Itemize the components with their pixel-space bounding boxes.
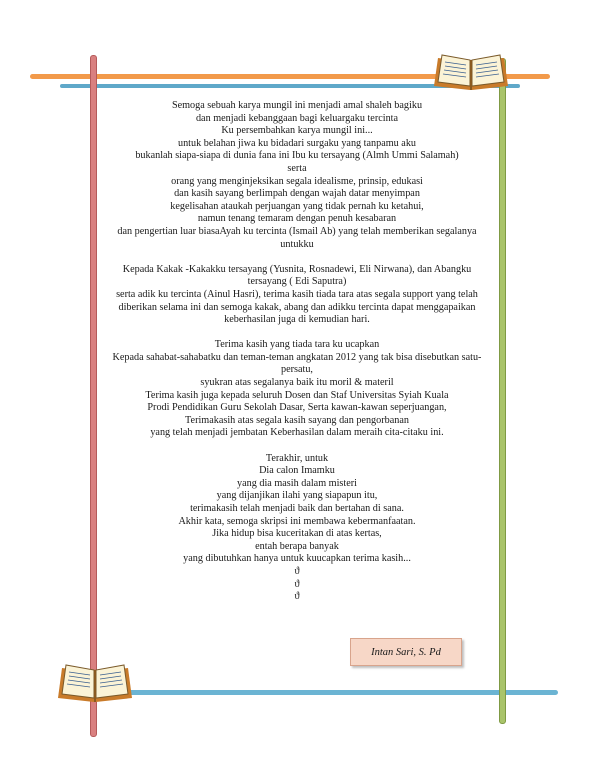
text-line: Akhir kata, semoga skripsi ini membawa kebermanfaatan.: [178, 515, 416, 527]
text-line: Kepada Kakak -Kakakku tersayang (Yusnita, Rosnadewi, Eli Nirwana), dan Abangku: [122, 263, 472, 275]
open-book-icon: [54, 660, 136, 706]
ornament-glyph: ϑ: [294, 591, 300, 603]
text-line: terimakasih telah menjadi baik dan bertahan di sana.: [190, 503, 404, 514]
paragraph-dedication-friends: [98, 339, 496, 440]
text-line: keberhasilan juga di kemudian hari.: [224, 314, 370, 326]
ornament-glyph: ϑ: [294, 565, 300, 577]
text-line: bukanlah siapa-siapa di dunia fana ini Ibu ku tersayang (Almh Ummi Salamah): [135, 150, 459, 162]
bottom-blue-rule: [128, 690, 558, 695]
left-red-pillar: [90, 55, 97, 737]
paragraph-dedication-closing: [98, 453, 496, 604]
text-line: Terima kasih yang tiada tara ku ucapkan: [214, 339, 380, 351]
text-line: yang telah menjadi jembatan Keberhasilan dalam meraih cita-citaku ini.: [150, 427, 444, 439]
text-line: Semoga sebuah karya mungil ini menjadi amal shaleh bagiku: [171, 100, 423, 111]
text-line: Terakhir, untuk: [265, 452, 329, 464]
text-line: tersayang ( Edi Saputra): [247, 276, 347, 288]
text-line: dan pengertian luar biasaAyah ku tercinta (Ismail Ab) yang telah memberikan segalanya: [117, 225, 477, 237]
text-line: yang dia masih dalam misteri: [237, 477, 357, 489]
text-line: untuk belahan jiwa ku bidadari surgaku yang tanpamu aku: [177, 137, 417, 149]
text-line: Ku persembahkan karya mungil ini...: [221, 125, 373, 137]
text-line: persatu,: [281, 364, 313, 376]
paragraph-dedication-parents: [98, 100, 496, 251]
signature-box: [350, 638, 462, 666]
text-line: Kepada sahabat-sahabatku dan teman-teman angkatan 2012 yang tak bisa disebutkan satu-: [112, 351, 482, 363]
text-line: dan kasih sayang berlimpah dengan wajah datar menyimpan: [174, 188, 420, 200]
text-line: diberikan selama ini dan semoga kakak, abang dan adikku tercinta dapat menggapaikan: [118, 301, 476, 313]
text-line: syukran atas segalanya baik itu moril & materil: [200, 377, 394, 389]
text-line: Prodi Pendidikan Guru Sekolah Dasar, Serta kawan-kawan seperjuangan,: [147, 402, 447, 414]
text-line: serta: [287, 162, 307, 174]
ornament-glyph: ϑ: [294, 578, 300, 590]
text-line: dan menjadi kebanggaan bagi keluargaku tercinta: [195, 112, 399, 124]
text-line: kegelisahan ataukah perjuangan yang tidak pernah ku ketahui,: [170, 200, 424, 212]
text-line: yang dijanjikan ilahi yang siapapun itu,: [216, 490, 378, 502]
text-line: yang dibutuhkan hanya untuk kuucapkan terima kasih...: [183, 553, 411, 565]
right-green-pillar: [499, 58, 506, 724]
text-line: Terima kasih juga kepada seluruh Dosen dan Staf Universitas Syiah Kuala: [145, 389, 449, 401]
text-line: Dia calon Imamku: [259, 465, 335, 477]
dedication-text: [98, 100, 496, 604]
text-line: entah berapa banyak: [255, 540, 339, 552]
signature-name: Intan Sari, S. Pd: [371, 646, 441, 658]
text-line: Terimakasih atas segala kasih sayang dan pengorbanan: [185, 414, 409, 426]
open-book-icon: [430, 52, 512, 94]
paragraph-dedication-siblings: [98, 264, 496, 327]
text-line: orang yang menginjeksikan segala idealisme, prinsip, edukasi: [171, 175, 423, 187]
text-line: serta adik ku tercinta (Ainul Hasri), terima kasih tiada tara atas segala support yang telah: [116, 288, 478, 300]
text-line: untukku: [280, 238, 314, 250]
text-line: namun tenang temaram dengan penuh kesabaran: [197, 213, 397, 225]
text-line: Jika hidup bisa kuceritakan di atas kertas,: [212, 528, 382, 540]
